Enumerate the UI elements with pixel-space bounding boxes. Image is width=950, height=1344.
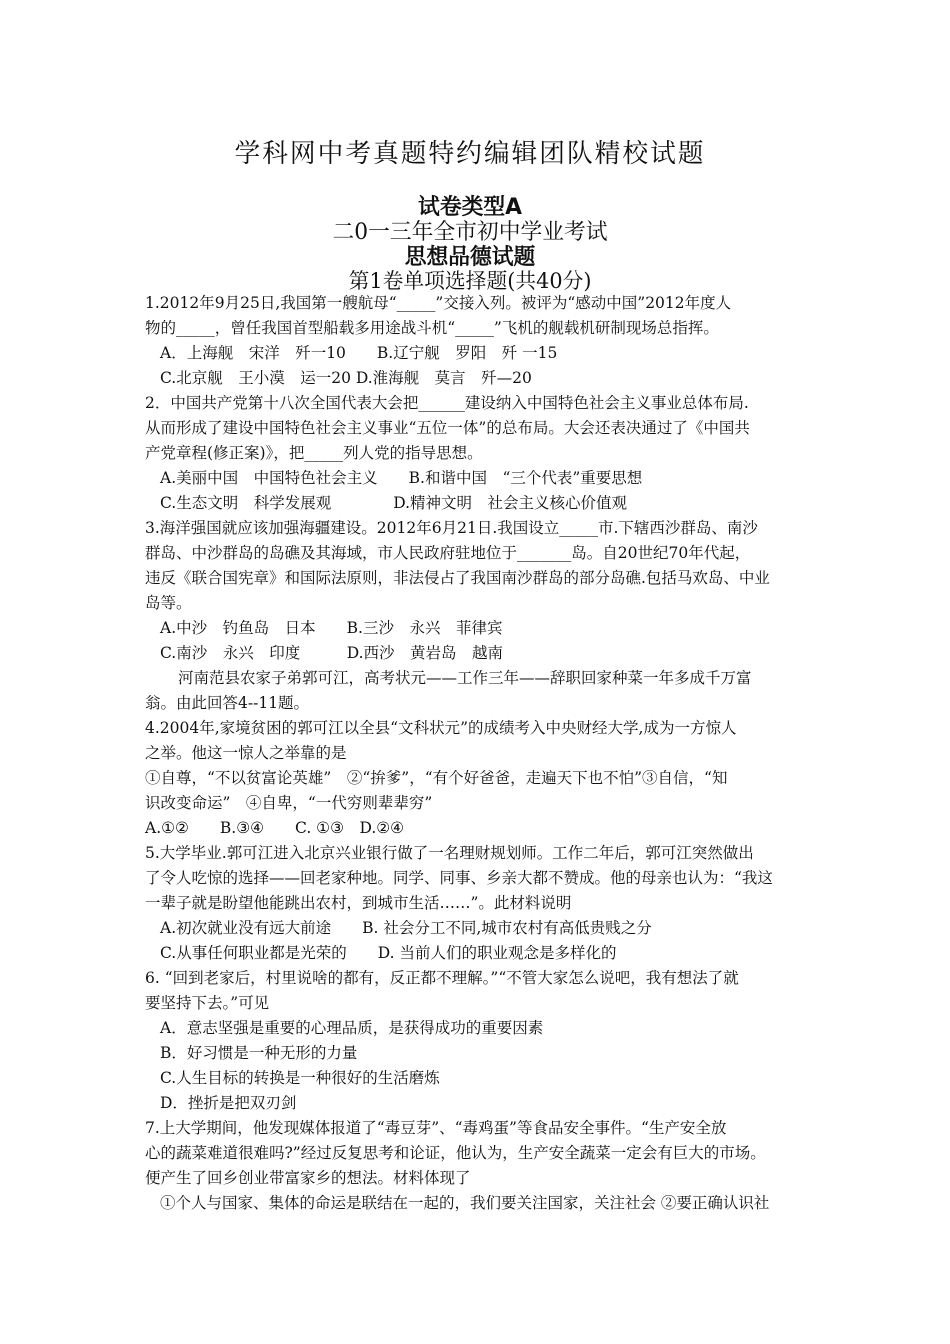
question-text: 便产生了回乡创业带富家乡的想法。材料体现了 xyxy=(145,1169,471,1187)
question-text: 心的蔬菜难道很难吗?”经过反复思考和论证，他认为，生产安全蔬菜一定会有巨大的市场。 xyxy=(145,1144,766,1162)
question-text: ①自尊，“不以贫富论英雄” ②“拚爹”，“有个好爸爸，走遍天下也不怕”③自信，“知 xyxy=(145,769,728,787)
subject-title: 思想品德试题 xyxy=(404,245,536,270)
question-text: 7.上大学期间，他发现媒体报道了“毒豆芽”、“毒鸡蛋”等食品安全事件。“生产安全放 xyxy=(145,1119,727,1137)
material-text: 翁。由此回答4--11题。 xyxy=(145,694,310,712)
answer-option: C.从事任何职业都是光荣的 D. 当前人们的职业观念是多样化的 xyxy=(160,944,617,962)
question-text: 要坚持下去。”可见 xyxy=(145,994,270,1012)
answer-option: B．好习惯是一种无形的力量 xyxy=(160,1044,358,1062)
question-text: 识改变命运” ④自卑，“一代穷则辈辈穷” xyxy=(145,794,433,812)
answer-option: A.中沙 钓鱼岛 日本 B.三沙 永兴 菲律宾 xyxy=(160,619,503,637)
section-title: 第1卷单项选择题(共40分) xyxy=(348,269,592,293)
question-text: 岛等。 xyxy=(145,594,192,612)
answer-option: C.人生目标的转换是一种很好的生活磨炼 xyxy=(160,1069,440,1087)
question-text: 物的_____，曾任我国首型船载多用途战斗机“_____”飞机的舰载机研制现场总指挥。 xyxy=(145,319,719,337)
question-text: 4.2004年,家境贫困的郭可江以全县“文科状元”的成绩考入中央财经大学,成为一方惊人 xyxy=(145,719,737,737)
question-text: 之举。他这一惊人之举靠的是 xyxy=(145,744,347,762)
exam-title: 二0一三年全市初中学业考试 xyxy=(332,220,608,245)
material-text: 河南范县农家子弟郭可江，高考状元——工作三年——辞职回家种菜一年多成千万富 xyxy=(178,669,752,687)
question-text: 3.海洋强国就应该加强海疆建设。2012年6月21日.我国设立_____市.下辖西沙群岛、南沙 xyxy=(145,519,758,537)
question-text: 1.2012年9月25日,我国第一艘航母“_____”交接入列。被评为“感动中国”2012年度人 xyxy=(145,294,732,312)
answer-option: A．上海舰 宋洋 歼一10 B.辽宁舰 罗阳 歼 一15 xyxy=(160,344,558,362)
question-text: 了令人吃惊的选择——回老家种地。同学、同事、乡亲大都不赞成。他的母亲也认为：“我这 xyxy=(145,869,773,887)
answer-option: A．意志坚强是重要的心理品质，是获得成功的重要因素 xyxy=(160,1019,544,1037)
question-text: 2．中国共产党第十八次全国代表大会把______建设纳入中国特色社会主义事业总体布局. xyxy=(145,394,749,412)
question-text: 5.大学毕业.郭可江进入北京兴业银行做了一名理财规划师。工作二年后，郭可江突然做出 xyxy=(145,844,754,862)
answer-option: C.南沙 永兴 印度 D.西沙 黄岩岛 越南 xyxy=(160,644,504,662)
question-text: 产党章程(修正案)》，把_____列人党的指导思想。 xyxy=(145,444,483,462)
paper-type: 试卷类型A xyxy=(418,195,522,220)
question-text: 违反《联合国宪章》和国际法原则，非法侵占了我国南沙群岛的部分岛礁.包括马欢岛、中业 xyxy=(145,569,770,587)
answer-option: D．挫折是把双刃剑 xyxy=(160,1094,297,1112)
question-text: 群岛、中沙群岛的岛礁及其海域，市人民政府驻地位于_______岛。自20世纪70年代起， xyxy=(145,544,751,562)
answer-option: C.北京舰 王小漠 运一20 D.淮海舰 莫言 歼—20 xyxy=(160,369,532,387)
question-text: 从而形成了建设中国特色社会主义事业“五位一体”的总布局。大会还表决通过了《中国共 xyxy=(145,419,750,437)
answer-option: A.①② B.③④ C. ①③ D.②④ xyxy=(145,819,405,837)
answer-option: A.初次就业没有远大前途 B. 社会分工不同,城市农村有高低贵贱之分 xyxy=(160,919,652,937)
question-text: 6. “回到老家后，村里说啥的都有，反正都不理解。”“不管大家怎么说吧，我有想法了就 xyxy=(145,969,739,987)
question-text: 一辈子就是盼望他能跳出农村，到城市生活……”。此材料说明 xyxy=(145,894,572,912)
site-title: 学科网中考真题特约编辑团队精校试题 xyxy=(234,139,706,169)
answer-option: ①个人与国家、集体的命运是联结在一起的，我们要关注国家，关注社会 ②要正确认识社 xyxy=(160,1194,770,1212)
answer-option: C.生态文明 科学发展观 D.精神文明 社会主义核心价值观 xyxy=(160,494,628,512)
answer-option: A.美丽中国 中国特色社会主义 B.和谐中国 “三个代表”重要思想 xyxy=(160,469,643,487)
